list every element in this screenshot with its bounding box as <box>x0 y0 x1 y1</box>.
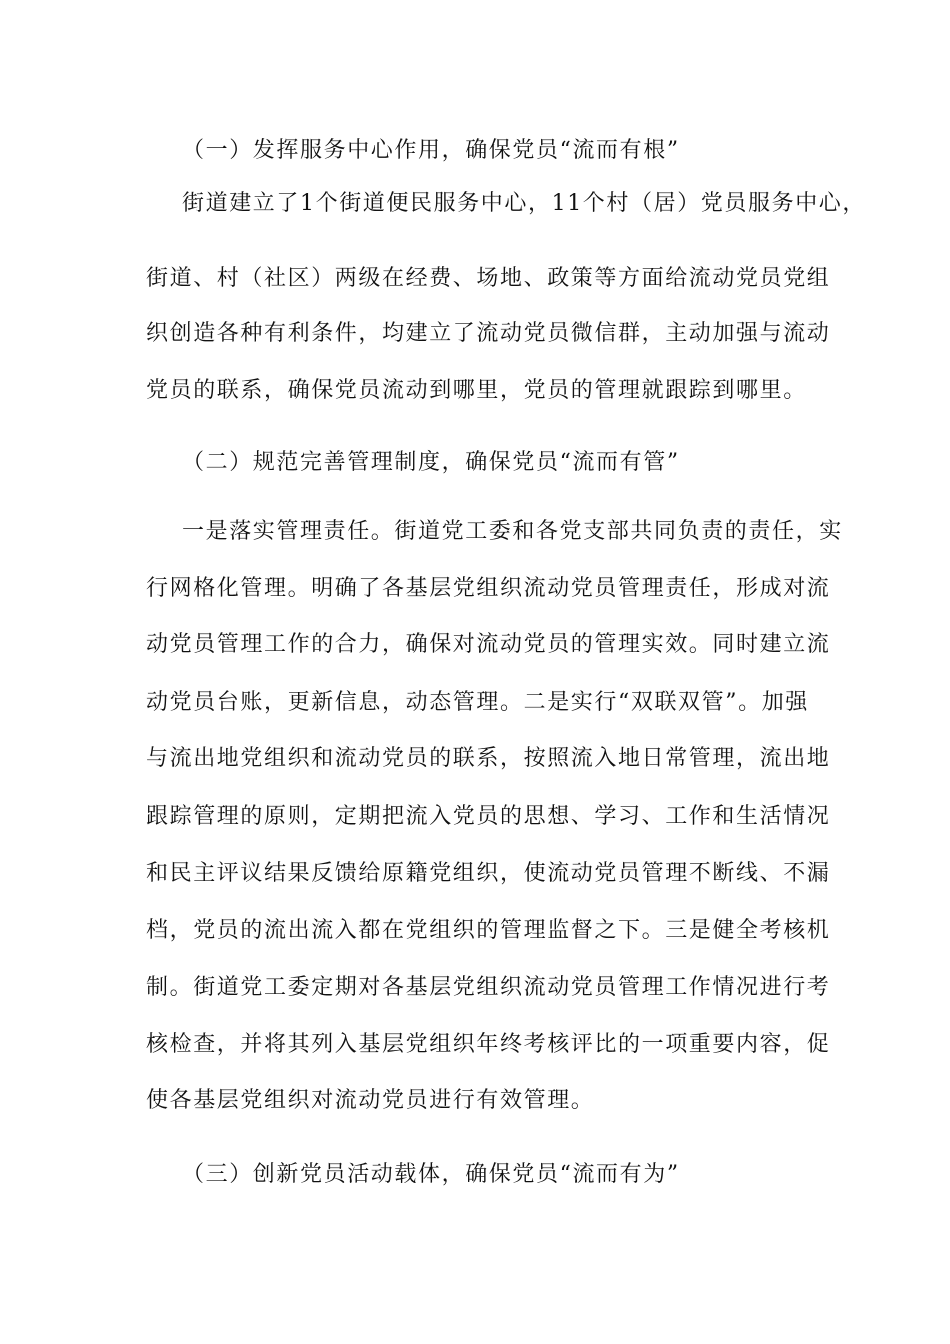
section-heading-3: （三）创新党员活动载体，确保党员“流而有为” <box>182 1162 680 1187</box>
paragraph-line: 党员的联系，确保党员流动到哪里，党员的管理就跟踪到哪里。 <box>146 378 807 403</box>
paragraph-line: 动党员管理工作的合力，确保对流动党员的管理实效。同时建立流 <box>146 632 831 657</box>
paragraph-line: 跟踪管理的原则，定期把流入党员的思想、学习、工作和生活情况 <box>146 804 831 829</box>
paragraph-line: 制。街道党工委定期对各基层党组织流动党员管理工作情况进行考 <box>146 975 831 1000</box>
paragraph-line: 一是落实管理责任。街道党工委和各党支部共同负责的责任，实 <box>182 519 843 544</box>
paragraph-line: 街道、村（社区）两级在经费、场地、政策等方面给流动党员党组 <box>146 266 831 291</box>
paragraph-line: 行网格化管理。明确了各基层党组织流动党员管理责任，形成对流 <box>146 576 831 601</box>
paragraph-line: 使各基层党组织对流动党员进行有效管理。 <box>146 1088 595 1113</box>
paragraph-line: 动党员台账，更新信息，动态管理。二是实行“双联双管”。加强 <box>146 690 809 715</box>
paragraph-line: 档，党员的流出流入都在党组织的管理监督之下。三是健全考核机 <box>146 918 831 943</box>
paragraph-line: 织创造各种有利条件，均建立了流动党员微信群，主动加强与流动 <box>146 321 831 346</box>
paragraph-line: 街道建立了1个街道便民服务中心，11个村（居）党员服务中心， <box>182 191 866 216</box>
section-heading-1: （一）发挥服务中心作用，确保党员“流而有根” <box>182 138 680 163</box>
paragraph-line: 与流出地党组织和流动党员的联系，按照流入地日常管理，流出地 <box>146 746 831 771</box>
paragraph-line: 和民主评议结果反馈给原籍党组织，使流动党员管理不断线、不漏 <box>146 861 831 886</box>
paragraph-line: 核检查，并将其列入基层党组织年终考核评比的一项重要内容，促 <box>146 1032 831 1057</box>
section-heading-2: （二）规范完善管理制度，确保党员“流而有管” <box>182 450 680 475</box>
